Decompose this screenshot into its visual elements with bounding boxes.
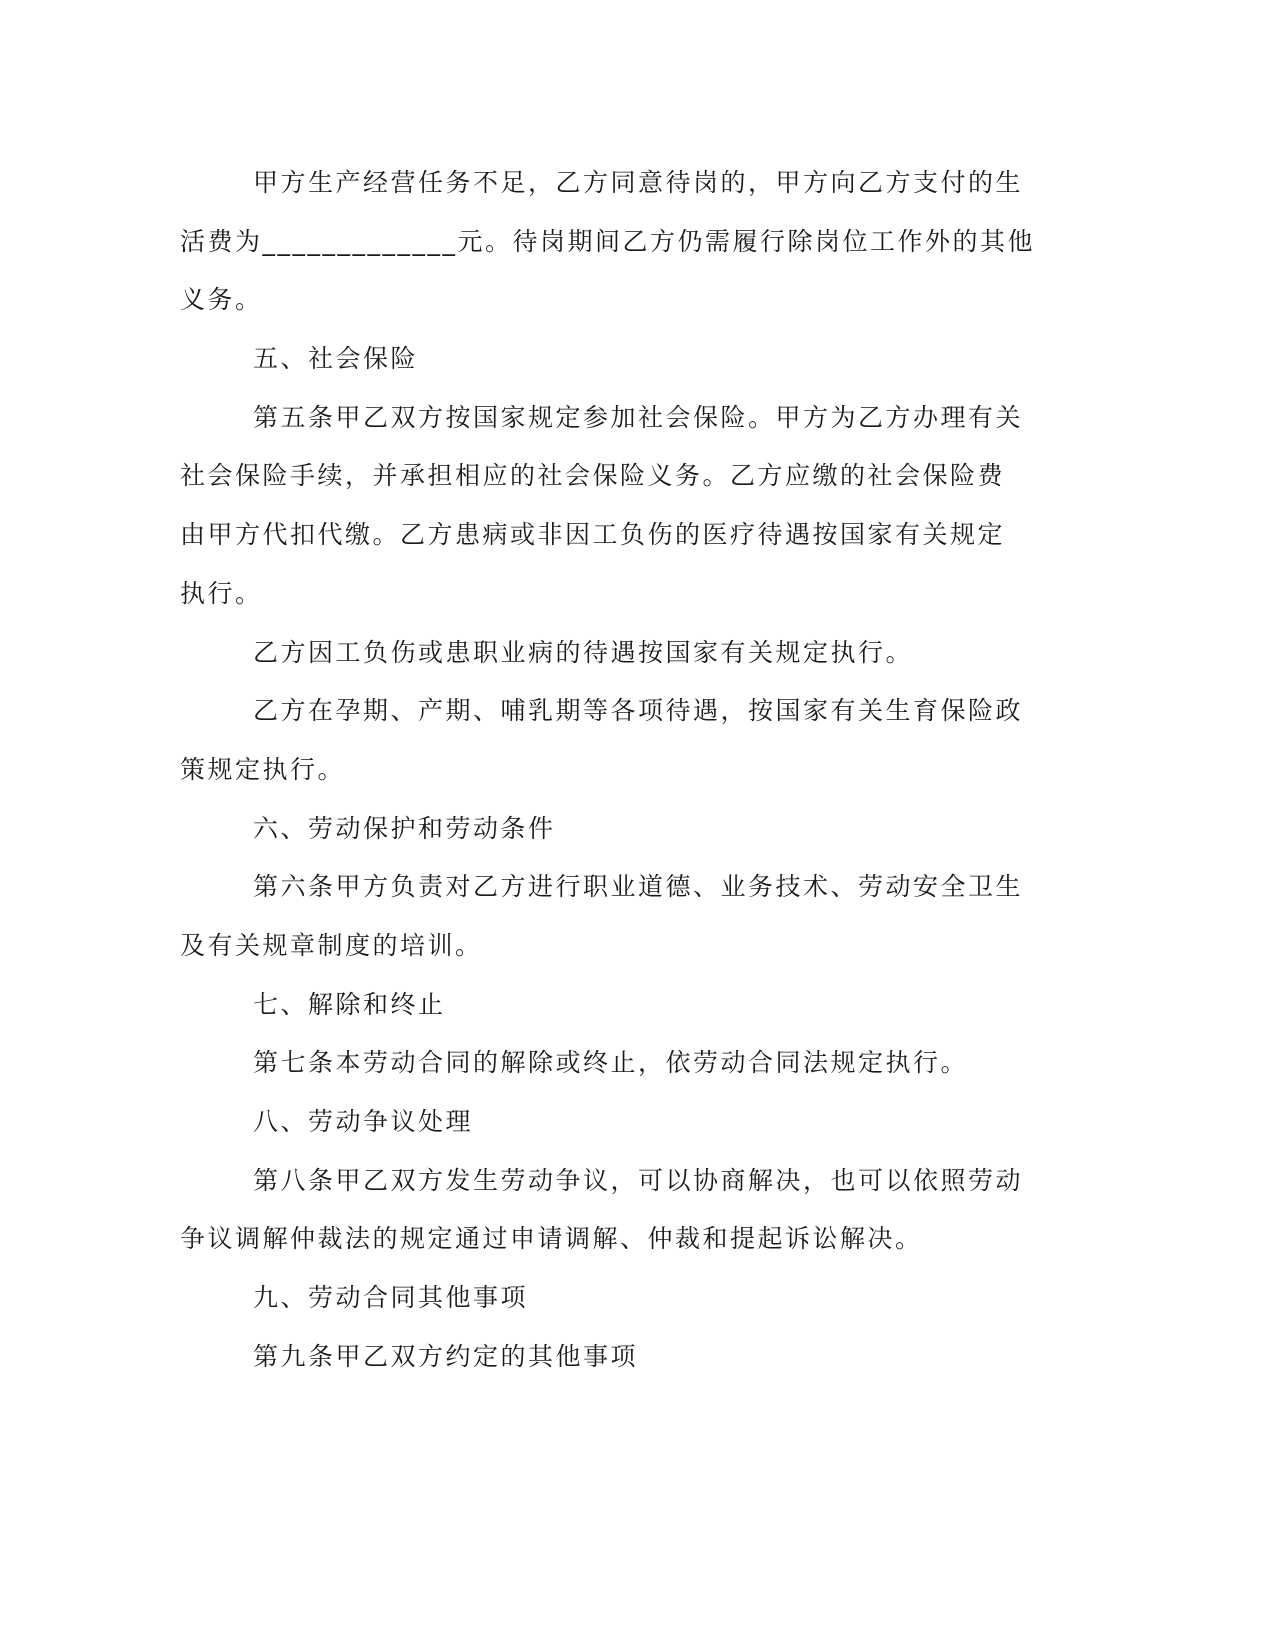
text-line: 第九条甲乙双方约定的其他事项	[253, 1341, 639, 1371]
text-line-with-blank: 活费为_____________元。待岗期间乙方仍需履行除岗位工作外的其他	[180, 226, 1036, 256]
document-page	[180, 154, 1040, 1386]
text-line: 第五条甲乙双方按国家规定参加社会保险。甲方为乙方办理有关	[253, 402, 1024, 432]
section-heading-termination	[180, 976, 1040, 1035]
text-line: 甲方生产经营任务不足，乙方同意待岗的，甲方向乙方支付的生	[253, 168, 1024, 197]
heading-text: 六、劳动保护和劳动条件	[253, 813, 556, 843]
text-line: 策规定执行。	[180, 754, 346, 784]
heading-text: 七、解除和终止	[253, 989, 446, 1019]
paragraph-standby-allowance	[180, 154, 1040, 330]
section-heading-labor-protection	[180, 800, 1040, 859]
paragraph-article-7	[180, 1034, 1040, 1093]
paragraph-article-8	[180, 1152, 1040, 1269]
paragraph-article-5	[180, 389, 1040, 624]
text-line: 第七条本劳动合同的解除或终止，依劳动合同法规定执行。	[253, 1048, 969, 1078]
paragraph-maternity	[180, 682, 1040, 799]
heading-text: 五、社会保险	[253, 344, 419, 374]
text-line: 及有关规章制度的培训。	[180, 930, 483, 960]
section-heading-social-insurance	[180, 330, 1040, 389]
text-line: 乙方因工负伤或患职业病的待遇按国家有关规定执行。	[253, 637, 914, 667]
text-line: 第六条甲方负责对乙方进行职业道德、业务技术、劳动安全卫生	[253, 872, 1024, 902]
text-line: 乙方在孕期、产期、哺乳期等各项待遇，按国家有关生育保险政	[253, 696, 1024, 726]
text-line: 义务。	[180, 285, 263, 315]
section-heading-dispute	[180, 1093, 1040, 1152]
paragraph-article-9	[180, 1328, 1040, 1387]
section-heading-other-matters	[180, 1269, 1040, 1328]
heading-text: 九、劳动合同其他事项	[253, 1283, 529, 1313]
heading-text: 八、劳动争议处理	[253, 1107, 474, 1136]
text-line: 由甲方代扣代缴。乙方患病或非因工负伤的医疗待遇按国家有关规定	[180, 520, 1006, 550]
text-line: 执行。	[180, 578, 263, 608]
paragraph-article-6	[180, 858, 1040, 975]
text-line: 争议调解仲裁法的规定通过申请调解、仲裁和提起诉讼解决。	[180, 1224, 923, 1254]
text-line: 社会保险手续，并承担相应的社会保险义务。乙方应缴的社会保险费	[180, 461, 1006, 491]
paragraph-work-injury	[180, 624, 1040, 683]
text-line: 第八条甲乙双方发生劳动争议，可以协商解决，也可以依照劳动	[253, 1165, 1024, 1195]
